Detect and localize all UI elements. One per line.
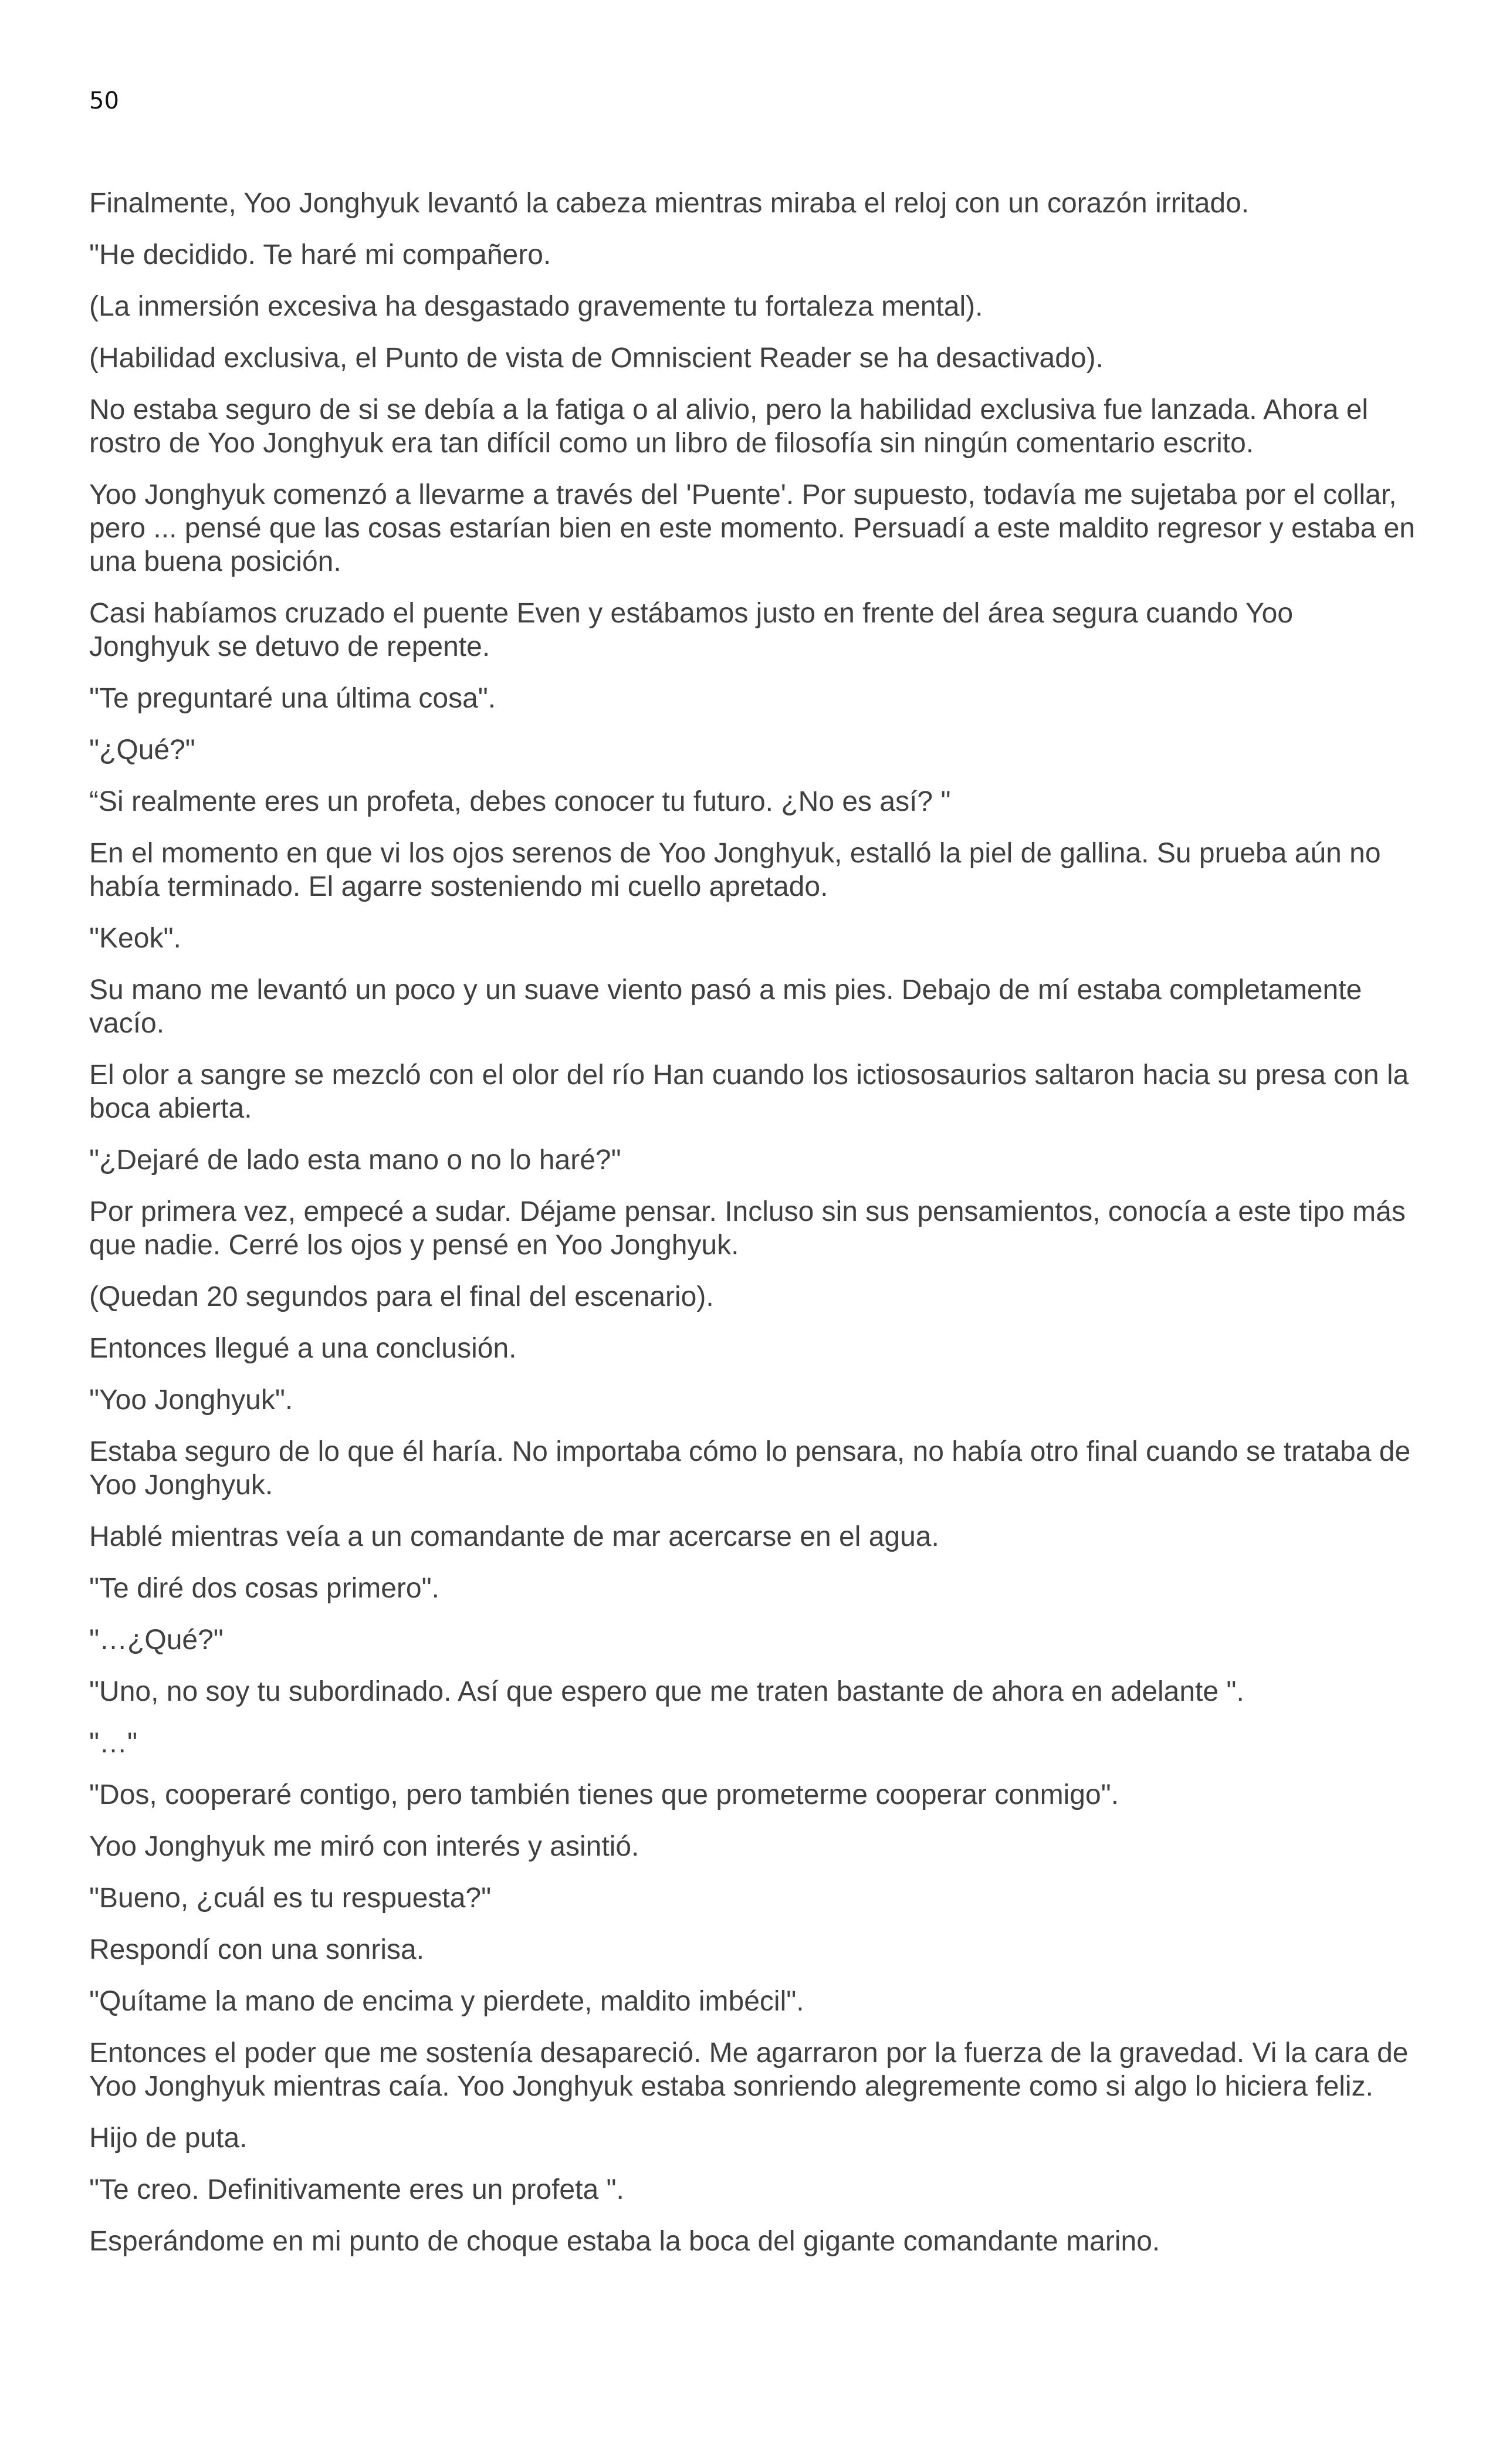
paragraph: (Habilidad exclusiva, el Punto de vista de Omniscient Reader se ha desactivado). [89, 343, 1104, 374]
paragraph: "Uno, no soy tu subordinado. Así que espero que me traten bastante de ahora en adelante ". [89, 1676, 1244, 1707]
paragraph: Respondí con una sonrisa. [89, 1934, 425, 1965]
paragraph: "Bueno, ¿cuál es tu respuesta?" [89, 1883, 492, 1914]
paragraph: (Quedan 20 segundos para el final del escenario). [89, 1281, 714, 1312]
paragraph: Hablé mientras veía a un comandante de mar acercarse en el agua. [89, 1521, 939, 1552]
paragraph: No estaba seguro de si se debía a la fatiga o al alivio, pero la habilidad exclusiva fue lanzada. Ahora el rostro de Yoo Jonghyuk era tan difícil como un libro de filosofía sin ningún comentario escrito. [89, 394, 1369, 459]
paragraph: Estaba seguro de lo que él haría. No importaba cómo lo pensara, no había otro final cuando se trataba de Yoo Jonghyuk. [89, 1436, 1411, 1501]
paragraph: "¿Qué?" [89, 735, 195, 766]
paragraph: "Te preguntaré una última cosa". [89, 683, 496, 714]
paragraph: Yoo Jonghyuk me miró con interés y asintió. [89, 1831, 639, 1862]
paragraph: "Keok". [89, 923, 181, 954]
page-body [89, 187, 1415, 2276]
paragraph: "…¿Qué?" [89, 1624, 224, 1656]
paragraph: Casi habíamos cruzado el puente Even y estábamos justo en frente del área segura cuando Yoo Jonghyuk se detuvo de repente. [89, 598, 1294, 662]
paragraph: Yoo Jonghyuk comenzó a llevarme a través del 'Puente'. Por supuesto, todavía me sujetaba por el collar, pero ... pensé que las cosas estarían bien en este momento. Persuadí a este maldito regresor y estaba en una buena posición. [89, 479, 1415, 577]
paragraph: Entonces el poder que me sostenía desapareció. Me agarraron por la fuerza de la gravedad. Vi la cara de Yoo Jonghyuk mientras caía. Yoo Jonghyuk estaba sonriendo alegremente como si algo lo hiciera feliz. [89, 2037, 1409, 2102]
paragraph: "…" [89, 1728, 138, 1759]
paragraph: Por primera vez, empecé a sudar. Déjame pensar. Incluso sin sus pensamientos, conocía a este tipo más que nadie. Cerré los ojos y pensé en Yoo Jonghyuk. [89, 1196, 1406, 1261]
paragraph: "Dos, cooperaré contigo, pero también tienes que prometerme cooperar conmigo". [89, 1779, 1119, 1810]
paragraph: Hijo de puta. [89, 2123, 248, 2154]
paragraph: "He decidido. Te haré mi compañero. [89, 239, 551, 270]
paragraph: El olor a sangre se mezcló con el olor del río Han cuando los ictiososaurios saltaron hacia su presa con la boca abierta. [89, 1060, 1409, 1124]
paragraph: "¿Dejaré de lado esta mano o no lo haré?" [89, 1145, 621, 1176]
paragraph: Entonces llegué a una conclusión. [89, 1333, 517, 1364]
paragraph: Esperándome en mi punto de choque estaba la boca del gigante comandante marino. [89, 2226, 1160, 2257]
paragraph: Finalmente, Yoo Jonghyuk levantó la cabeza mientras miraba el reloj con un corazón irritado. [89, 188, 1250, 219]
paragraph: Su mano me levantó un poco y un suave viento pasó a mis pies. Debajo de mí estaba completamente vacío. [89, 974, 1362, 1039]
paragraph: "Te diré dos cosas primero". [89, 1573, 439, 1604]
paragraph: "Quítame la mano de encima y pierdete, maldito imbécil". [89, 1986, 804, 2017]
paragraph: (La inmersión excesiva ha desgastado gravemente tu fortaleza mental). [89, 291, 983, 322]
paragraph: En el momento en que vi los ojos serenos de Yoo Jonghyuk, estalló la piel de gallina. Su prueba aún no había terminado. El agarre sosteniendo mi cuello apretado. [89, 838, 1381, 902]
page-number: 50 [89, 87, 119, 114]
paragraph: "Yoo Jonghyuk". [89, 1385, 293, 1416]
paragraph: “Si realmente eres un profeta, debes conocer tu futuro. ¿No es así? " [89, 786, 951, 817]
paragraph: "Te creo. Definitivamente eres un profeta ". [89, 2174, 624, 2205]
